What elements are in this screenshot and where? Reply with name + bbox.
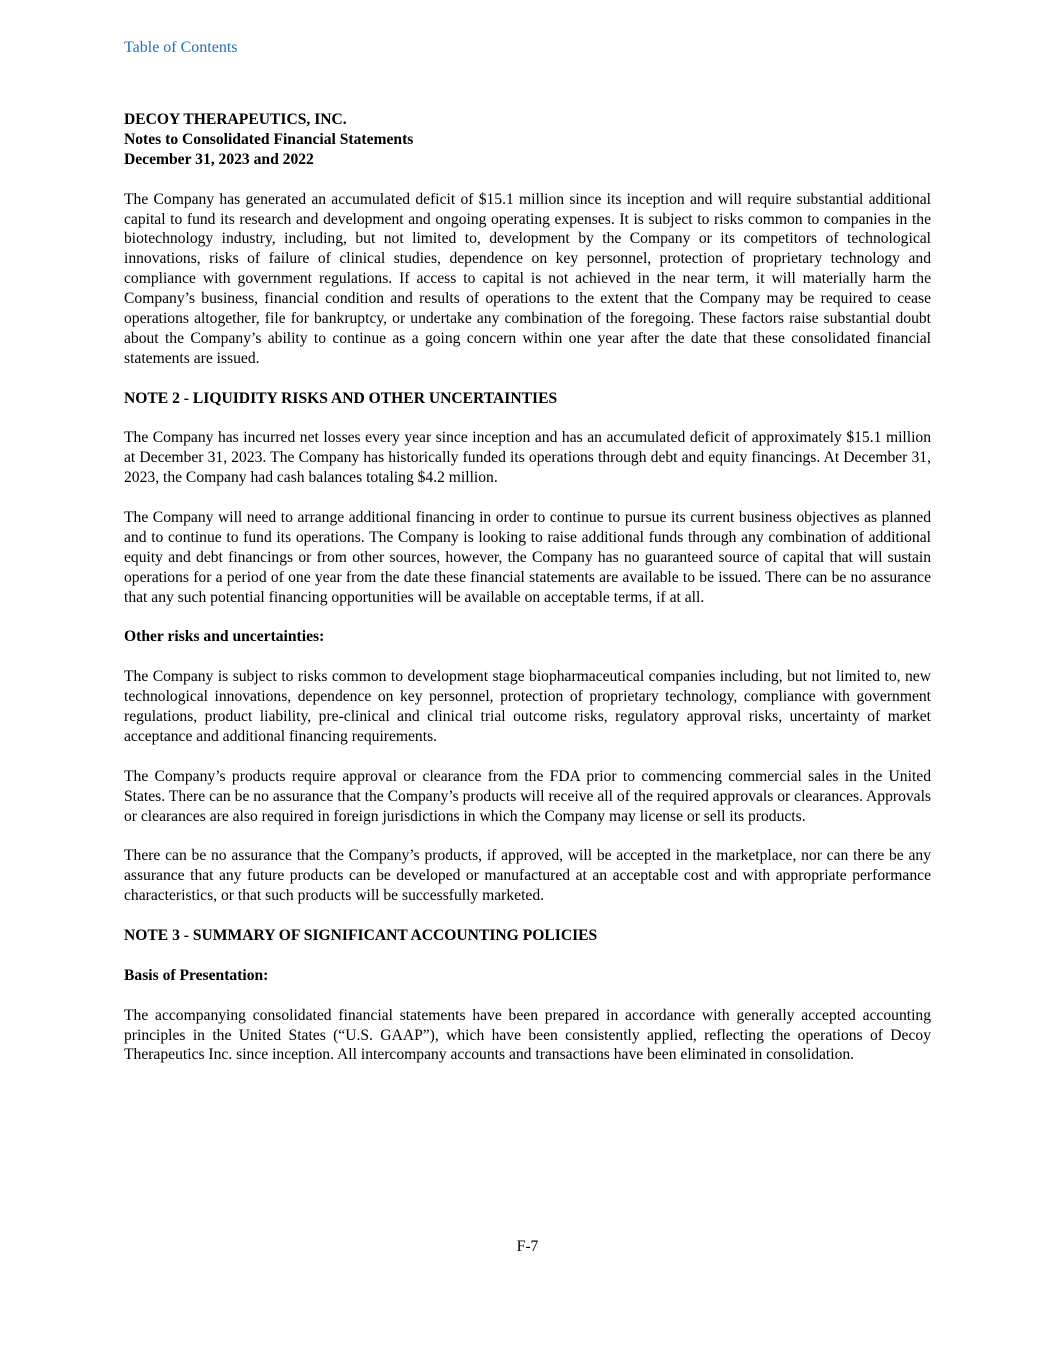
document-period: December 31, 2023 and 2022 xyxy=(124,150,314,168)
document-header xyxy=(124,110,931,170)
note-2-paragraph-2: The Company will need to arrange additional financing in order to continue to pursue its current business objectives as planned and to continue to fund its operations. The Company is looking to raise additional funds through any combination of additional equity and debt financings or from other sources, however, the Company has no guaranteed source of capital that will sustain operations for a period of one year from the date these financial statements are available to be issued. There can be no assurance that any such potential financing opportunities will be available on acceptable terms, if at all. xyxy=(124,509,931,606)
table-of-contents-link[interactable]: Table of Contents xyxy=(124,39,238,56)
note-2-paragraph-3: The Company is subject to risks common to development stage biopharmaceutical companies including, but not limited to, new technological innovations, dependence on key personnel, protection of proprietary technology, compliance with government regulations, product liability, pre-clinical and clinical trial outcome risks, regulatory approval risks, uncertainty of market acceptance and additional financing requirements. xyxy=(124,668,931,745)
page-number: F-7 xyxy=(516,1238,539,1255)
intro-paragraph: The Company has generated an accumulated deficit of $15.1 million since its inception and will require substantial additional capital to fund its research and development and ongoing operating expenses. It is subject to risks common to companies in the biotechnology industry, including, but not limited to, development by the Company or its competitors of technological innovations, risks of failure of clinical studies, dependence on key personnel, protection of proprietary technology and compliance with government regulations. If access to capital is not achieved in the near term, it will materially harm the Company’s business, financial condition and results of operations to the extent that the Company may be required to cease operations altogether, file for bankruptcy, or undertake any combination of the foregoing. These factors raise substantial doubt about the Company’s ability to continue as a going concern within one year after the date that these consolidated financial statements are issued. xyxy=(124,190,931,367)
note-3-heading: NOTE 3 - SUMMARY OF SIGNIFICANT ACCOUNTING POLICIES xyxy=(124,927,598,945)
note-3-paragraph-1: The accompanying consolidated financial statements have been prepared in accordance with generally accepted accounting principles in the United States (“U.S. GAAP”), which have been consistently applied, reflecting the operations of Decoy Therapeutics Inc. since inception. All intercompany accounts and transactions have been eliminated in consolidation. xyxy=(124,1006,931,1064)
note-2-heading: NOTE 2 - LIQUIDITY RISKS AND OTHER UNCERTAINTIES xyxy=(124,389,558,407)
other-risks-subheading: Other risks and uncertainties: xyxy=(124,628,325,646)
note-2-paragraph-5: There can be no assurance that the Company’s products, if approved, will be accepted in the marketplace, nor can there be any assurance that any future products can be developed or manufactured at an acceptable cost and with appropriate performance characteristics, or that such products will be successfully marketed. xyxy=(124,847,931,905)
document-body xyxy=(124,110,931,1065)
basis-of-presentation-subheading: Basis of Presentation: xyxy=(124,966,269,984)
note-2-paragraph-1: The Company has incurred net losses every year since inception and has an accumulated deficit of approximately $15.1 million at December 31, 2023. The Company has historically funded its operations through debt and equity financings. At December 31, 2023, the Company had cash balances totaling $4.2 million. xyxy=(124,429,931,487)
company-name: DECOY THERAPEUTICS, INC. xyxy=(124,111,347,128)
note-2-paragraph-4: The Company’s products require approval or clearance from the FDA prior to commencing commercial sales in the United States. There can be no assurance that the Company’s products will receive all of the required approvals or clearances. Approvals or clearances are also required in foreign jurisdictions in which the Company may license or sell its products. xyxy=(124,767,931,825)
document-title: Notes to Consolidated Financial Statements xyxy=(124,130,414,148)
